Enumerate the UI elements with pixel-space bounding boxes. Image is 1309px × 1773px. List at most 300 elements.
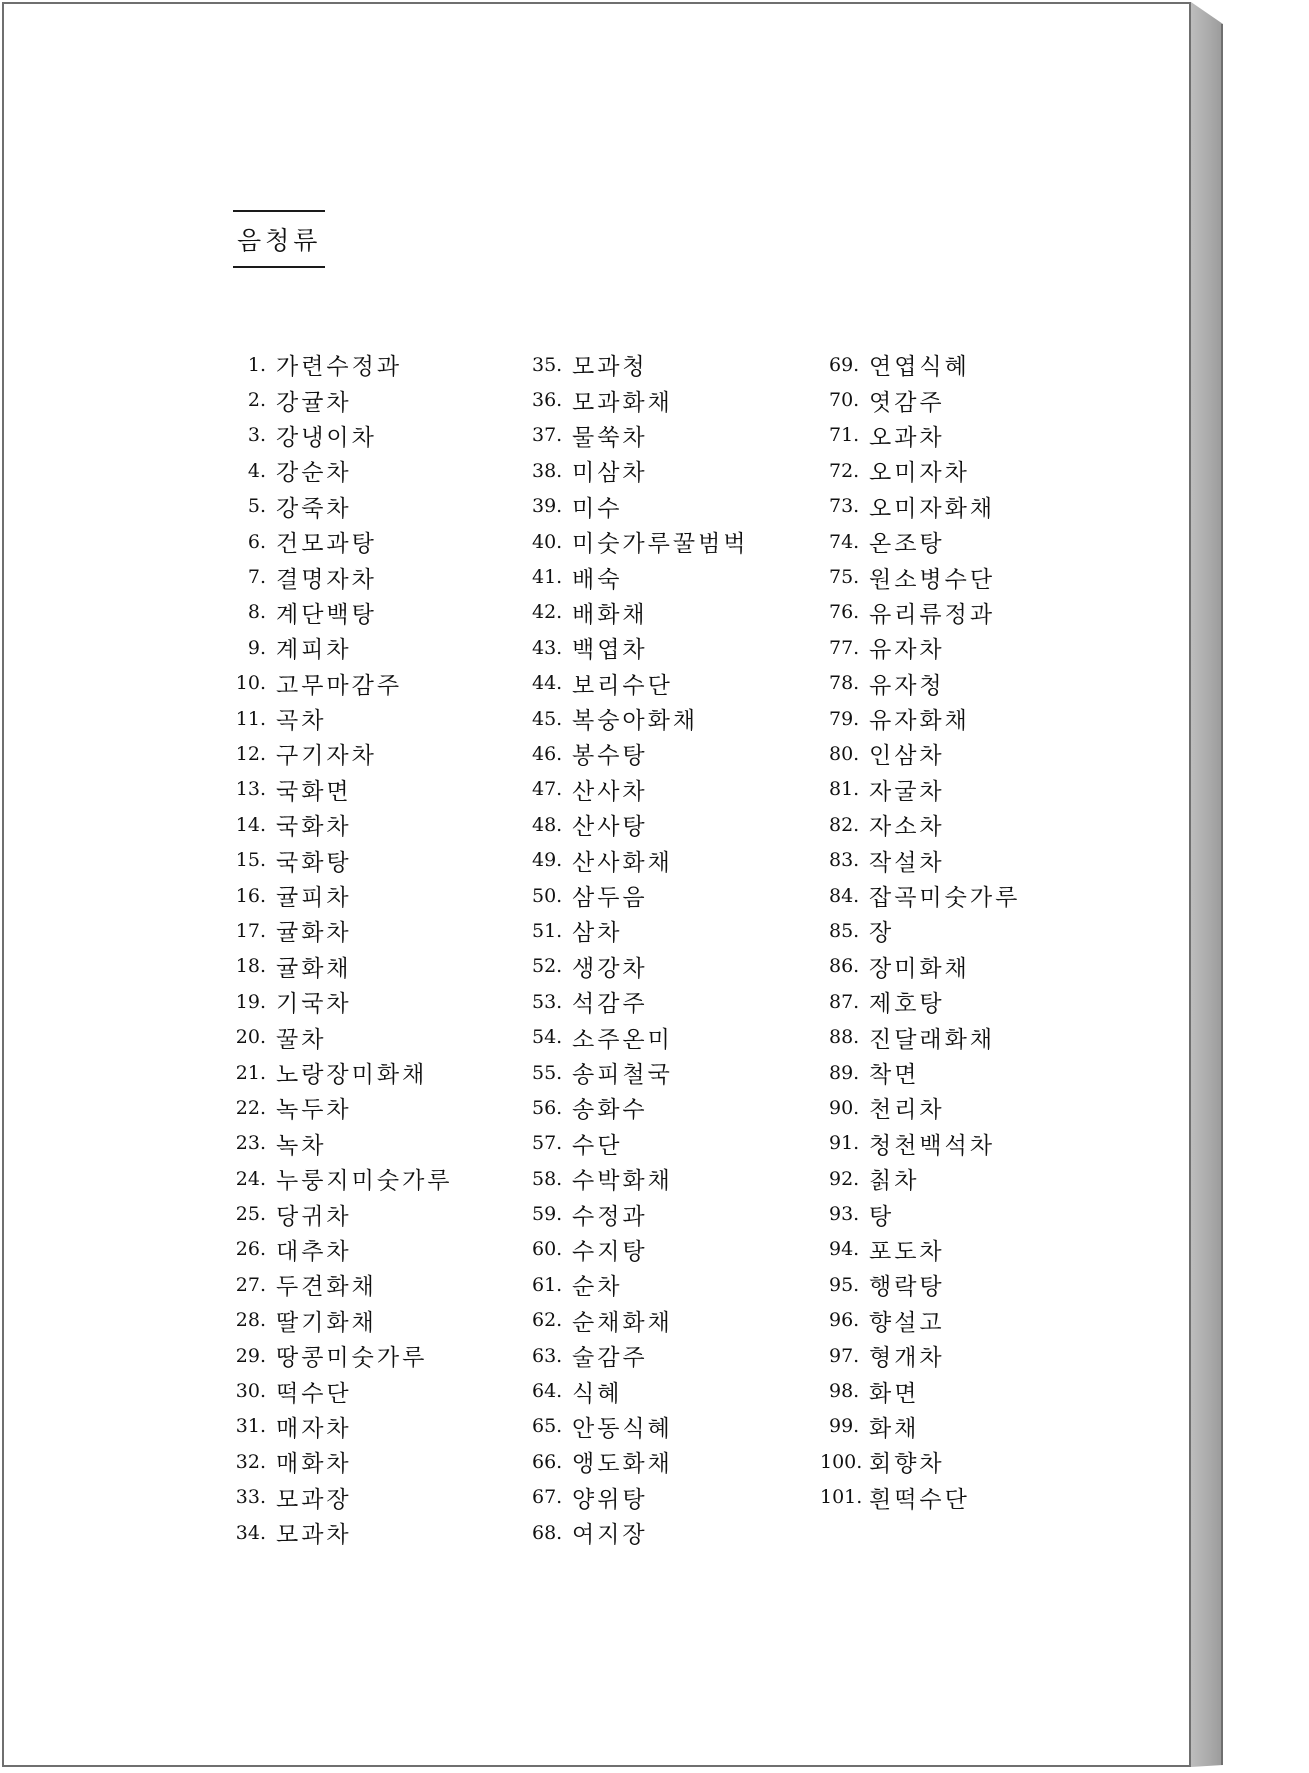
item-number: 79. <box>829 707 860 730</box>
list-item <box>803 842 1020 877</box>
item-number: 47. <box>532 778 563 801</box>
list-item <box>506 736 749 771</box>
list-item <box>210 382 453 417</box>
item-number: 6. <box>247 530 266 553</box>
item-number: 85. <box>829 919 860 942</box>
item-name: 계단백탕 <box>276 601 377 628</box>
item-name: 복숭아화채 <box>572 708 699 735</box>
item-number: 57. <box>532 1132 563 1155</box>
item-name: 건모과탕 <box>276 531 377 558</box>
list-item <box>803 524 1020 559</box>
list-item <box>210 1373 453 1408</box>
item-number: 8. <box>247 601 266 624</box>
list-item <box>506 1267 749 1302</box>
item-name: 잡곡미숫가루 <box>869 885 1021 912</box>
item-number: 35. <box>532 353 563 376</box>
item-number: 56. <box>532 1096 563 1119</box>
list-item <box>210 1267 453 1302</box>
item-number: 100. <box>820 1450 863 1473</box>
list-item <box>210 913 453 948</box>
item-name: 배화채 <box>572 601 648 628</box>
item-number: 76. <box>829 601 860 624</box>
item-name: 귤피차 <box>276 885 352 912</box>
item-number: 34. <box>235 1521 266 1544</box>
item-name: 유자청 <box>869 672 945 699</box>
list-item <box>506 701 749 736</box>
item-number: 64. <box>532 1380 563 1403</box>
item-number: 19. <box>235 990 266 1013</box>
item-name: 유자차 <box>869 637 945 664</box>
list-item <box>506 630 749 665</box>
item-name: 가련수정과 <box>276 354 403 381</box>
item-number: 97. <box>829 1344 860 1367</box>
list-item <box>803 1444 1020 1479</box>
item-name: 강귤차 <box>276 389 352 416</box>
item-number: 49. <box>532 849 563 872</box>
list-item <box>506 1338 749 1373</box>
item-name: 유자화채 <box>869 708 970 735</box>
item-name: 장 <box>869 920 895 947</box>
item-name: 매자차 <box>276 1415 352 1442</box>
list-item <box>506 878 749 913</box>
list-item <box>210 949 453 984</box>
list-item <box>210 1444 453 1479</box>
list-item <box>506 1409 749 1444</box>
item-number: 59. <box>532 1203 563 1226</box>
item-name: 자굴차 <box>869 778 945 805</box>
item-name: 순차 <box>572 1274 623 1301</box>
item-name: 딸기화채 <box>276 1309 377 1336</box>
list-item <box>803 949 1020 984</box>
list-item <box>803 1161 1020 1196</box>
item-number: 46. <box>532 742 563 765</box>
item-name: 제호탕 <box>869 991 945 1018</box>
list-item <box>210 1126 453 1161</box>
item-number: 33. <box>235 1486 266 1509</box>
item-number: 96. <box>829 1309 860 1332</box>
item-name: 안동식혜 <box>572 1415 673 1442</box>
item-number: 99. <box>829 1415 860 1438</box>
list-item <box>803 382 1020 417</box>
list-item <box>506 489 749 524</box>
item-number: 42. <box>532 601 563 624</box>
item-name: 행락탕 <box>869 1274 945 1301</box>
list-item <box>803 453 1020 488</box>
item-name: 모과차 <box>276 1522 352 1549</box>
item-number: 44. <box>532 672 563 695</box>
list-item <box>506 595 749 630</box>
item-number: 101. <box>820 1486 863 1509</box>
item-number: 30. <box>235 1380 266 1403</box>
item-name: 산사화채 <box>572 849 673 876</box>
item-number: 28. <box>235 1309 266 1332</box>
item-name: 수정과 <box>572 1203 648 1230</box>
list-item <box>506 1090 749 1125</box>
list-column-2 <box>506 347 749 1550</box>
item-number: 84. <box>829 884 860 907</box>
item-name: 순채화채 <box>572 1309 673 1336</box>
item-number: 88. <box>829 1026 860 1049</box>
list-item <box>803 666 1020 701</box>
item-number: 90. <box>829 1096 860 1119</box>
list-item <box>506 772 749 807</box>
item-name: 떡수단 <box>276 1380 352 1407</box>
list-item <box>803 1480 1020 1515</box>
list-item <box>210 842 453 877</box>
item-name: 기국차 <box>276 991 352 1018</box>
list-item <box>210 666 453 701</box>
item-name: 유리류정과 <box>869 601 996 628</box>
item-name: 자소차 <box>869 814 945 841</box>
item-name: 땅콩미숫가루 <box>276 1345 428 1372</box>
list-item <box>803 595 1020 630</box>
item-number: 40. <box>532 530 563 553</box>
list-item <box>210 1409 453 1444</box>
list-item <box>210 1232 453 1267</box>
item-number: 14. <box>235 813 266 836</box>
list-item <box>210 772 453 807</box>
item-number: 74. <box>829 530 860 553</box>
list-item <box>803 913 1020 948</box>
item-number: 83. <box>829 849 860 872</box>
item-number: 37. <box>532 424 563 447</box>
item-name: 귤화차 <box>276 920 352 947</box>
item-name: 장미화채 <box>869 955 970 982</box>
list-item <box>506 1196 749 1231</box>
list-item <box>210 1090 453 1125</box>
list-item <box>506 347 749 382</box>
item-number: 73. <box>829 495 860 518</box>
list-item <box>210 878 453 913</box>
item-name: 엿감주 <box>869 389 945 416</box>
item-name: 결명자차 <box>276 566 377 593</box>
item-number: 95. <box>829 1273 860 1296</box>
item-number: 75. <box>829 566 860 589</box>
item-number: 29. <box>235 1344 266 1367</box>
item-number: 32. <box>235 1450 266 1473</box>
list-item <box>506 984 749 1019</box>
list-item <box>210 1019 453 1054</box>
page-thickness-edge <box>1191 2 1223 1767</box>
item-name: 송피철국 <box>572 1062 673 1088</box>
list-item <box>210 418 453 453</box>
item-name: 수지탕 <box>572 1238 648 1265</box>
item-name: 술감주 <box>572 1345 648 1372</box>
item-name: 소주온미 <box>572 1026 673 1053</box>
item-name: 원소병수단 <box>869 566 996 593</box>
list-item <box>506 453 749 488</box>
item-number: 71. <box>829 424 860 447</box>
item-number: 45. <box>532 707 563 730</box>
item-name: 회향차 <box>869 1451 945 1478</box>
list-item <box>210 524 453 559</box>
list-item <box>210 701 453 736</box>
list-item <box>506 1480 749 1515</box>
item-number: 11. <box>235 707 266 730</box>
item-name: 모과장 <box>276 1486 352 1513</box>
list-item <box>803 701 1020 736</box>
item-name: 국화면 <box>276 778 352 805</box>
item-name: 계피차 <box>276 637 352 664</box>
item-number: 12. <box>235 742 266 765</box>
list-item <box>803 1409 1020 1444</box>
list-item <box>803 878 1020 913</box>
list-item <box>803 630 1020 665</box>
list-item <box>210 1196 453 1231</box>
item-name: 생강차 <box>572 955 648 982</box>
item-name: 앵도화채 <box>572 1451 673 1478</box>
item-number: 89. <box>829 1061 860 1084</box>
item-number: 38. <box>532 459 563 482</box>
item-number: 51. <box>532 919 563 942</box>
list-item <box>210 984 453 1019</box>
list-item <box>210 595 453 630</box>
item-name: 석감주 <box>572 991 648 1018</box>
item-number: 93. <box>829 1203 860 1226</box>
item-number: 58. <box>532 1167 563 1190</box>
list-item <box>803 772 1020 807</box>
item-number: 2. <box>247 389 266 412</box>
item-name: 대추차 <box>276 1238 352 1265</box>
list-item <box>803 1090 1020 1125</box>
list-item <box>210 1055 453 1090</box>
item-number: 70. <box>829 389 860 412</box>
page-edge-line <box>1221 24 1223 1765</box>
item-name: 강순차 <box>276 460 352 487</box>
item-name: 산사차 <box>572 778 648 805</box>
list-item <box>210 1303 453 1338</box>
list-item <box>506 1303 749 1338</box>
item-name: 여지장 <box>572 1522 648 1549</box>
item-number: 41. <box>532 566 563 589</box>
section-title: 음청류 <box>233 210 325 268</box>
list-item <box>506 666 749 701</box>
item-name: 모과청 <box>572 354 648 381</box>
item-name: 삼두음 <box>572 885 648 912</box>
list-item <box>210 347 453 382</box>
item-name: 당귀차 <box>276 1203 352 1230</box>
item-name: 삼차 <box>572 920 623 947</box>
list-item <box>803 1232 1020 1267</box>
item-name: 배숙 <box>572 566 623 593</box>
item-name: 미수 <box>572 495 623 522</box>
item-number: 81. <box>829 778 860 801</box>
item-number: 24. <box>235 1167 266 1190</box>
item-number: 3. <box>247 424 266 447</box>
item-number: 22. <box>235 1096 266 1119</box>
item-name: 화채 <box>869 1415 920 1442</box>
item-number: 7. <box>247 566 266 589</box>
item-name: 칡차 <box>869 1168 920 1195</box>
list-item <box>506 382 749 417</box>
item-number: 15. <box>235 849 266 872</box>
item-name: 고무마감주 <box>276 672 403 699</box>
item-name: 착면 <box>869 1062 920 1088</box>
item-number: 62. <box>532 1309 563 1332</box>
item-name: 탕 <box>869 1203 895 1230</box>
item-number: 87. <box>829 990 860 1013</box>
item-number: 10. <box>235 672 266 695</box>
item-name: 곡차 <box>276 708 327 735</box>
item-number: 48. <box>532 813 563 836</box>
list-item <box>210 630 453 665</box>
list-item <box>506 1161 749 1196</box>
item-name: 강죽차 <box>276 495 352 522</box>
item-number: 18. <box>235 955 266 978</box>
list-item <box>210 453 453 488</box>
item-number: 52. <box>532 955 563 978</box>
item-number: 5. <box>247 495 266 518</box>
list-item <box>210 1338 453 1373</box>
list-item <box>506 1444 749 1479</box>
list-item <box>210 559 453 594</box>
list-item <box>803 1267 1020 1302</box>
item-name: 연엽식혜 <box>869 354 970 381</box>
list-item <box>803 559 1020 594</box>
item-number: 31. <box>235 1415 266 1438</box>
item-number: 21. <box>235 1061 266 1084</box>
item-name: 국화차 <box>276 814 352 841</box>
item-number: 1. <box>247 353 266 376</box>
item-number: 60. <box>532 1238 563 1261</box>
item-number: 68. <box>532 1521 563 1544</box>
item-name: 국화탕 <box>276 849 352 876</box>
item-name: 흰떡수단 <box>869 1486 970 1513</box>
item-name: 수박화채 <box>572 1168 673 1195</box>
list-item <box>803 1055 1020 1090</box>
list-item <box>506 1373 749 1408</box>
list-item <box>506 1019 749 1054</box>
item-name: 물쑥차 <box>572 424 648 451</box>
item-name: 향설고 <box>869 1309 945 1336</box>
list-item <box>506 1126 749 1161</box>
list-item <box>803 736 1020 771</box>
list-item <box>506 524 749 559</box>
item-number: 16. <box>235 884 266 907</box>
item-name: 천리차 <box>869 1097 945 1124</box>
item-name: 모과화채 <box>572 389 673 416</box>
list-item <box>803 1019 1020 1054</box>
list-item <box>803 347 1020 382</box>
item-name: 오미자차 <box>869 460 970 487</box>
item-name: 백엽차 <box>572 637 648 664</box>
list-item <box>210 1515 453 1550</box>
list-item <box>210 1161 453 1196</box>
item-name: 매화차 <box>276 1451 352 1478</box>
item-number: 4. <box>247 459 266 482</box>
item-number: 9. <box>247 636 266 659</box>
item-name: 식혜 <box>572 1380 623 1407</box>
item-number: 82. <box>829 813 860 836</box>
item-number: 54. <box>532 1026 563 1049</box>
item-number: 92. <box>829 1167 860 1190</box>
item-name: 강냉이차 <box>276 424 377 451</box>
item-number: 80. <box>829 742 860 765</box>
item-number: 20. <box>235 1026 266 1049</box>
list-item <box>803 1126 1020 1161</box>
item-number: 91. <box>829 1132 860 1155</box>
item-name: 미삼차 <box>572 460 648 487</box>
item-name: 보리수단 <box>572 672 673 699</box>
list-item <box>506 418 749 453</box>
list-item <box>506 842 749 877</box>
list-item <box>506 949 749 984</box>
item-number: 77. <box>829 636 860 659</box>
item-number: 55. <box>532 1061 563 1084</box>
item-name: 오과차 <box>869 424 945 451</box>
item-name: 누룽지미숫가루 <box>276 1168 453 1195</box>
list-column-3 <box>803 347 1020 1515</box>
list-item <box>803 984 1020 1019</box>
list-item <box>506 1232 749 1267</box>
item-number: 27. <box>235 1273 266 1296</box>
item-number: 86. <box>829 955 860 978</box>
item-name: 두견화채 <box>276 1274 377 1301</box>
item-number: 78. <box>829 672 860 695</box>
list-column-1 <box>210 347 453 1550</box>
item-name: 진달래화채 <box>869 1026 996 1053</box>
item-number: 13. <box>235 778 266 801</box>
item-number: 98. <box>829 1380 860 1403</box>
item-number: 36. <box>532 389 563 412</box>
list-item <box>506 913 749 948</box>
item-name: 봉수탕 <box>572 743 648 770</box>
item-number: 53. <box>532 990 563 1013</box>
item-name: 귤화채 <box>276 955 352 982</box>
item-name: 청천백석차 <box>869 1132 996 1159</box>
item-number: 69. <box>829 353 860 376</box>
item-number: 23. <box>235 1132 266 1155</box>
item-number: 25. <box>235 1203 266 1226</box>
item-name: 온조탕 <box>869 531 945 558</box>
item-number: 26. <box>235 1238 266 1261</box>
list-item <box>803 1196 1020 1231</box>
list-item <box>803 1303 1020 1338</box>
list-item <box>803 1373 1020 1408</box>
item-number: 61. <box>532 1273 563 1296</box>
item-name: 산사탕 <box>572 814 648 841</box>
item-number: 67. <box>532 1486 563 1509</box>
item-name: 수단 <box>572 1132 623 1159</box>
list-item <box>803 489 1020 524</box>
item-name: 양위탕 <box>572 1486 648 1513</box>
item-name: 화면 <box>869 1380 920 1407</box>
item-number: 72. <box>829 459 860 482</box>
item-name: 꿀차 <box>276 1026 327 1053</box>
item-name: 포도차 <box>869 1238 945 1265</box>
item-number: 43. <box>532 636 563 659</box>
item-number: 50. <box>532 884 563 907</box>
item-name: 녹차 <box>276 1132 327 1159</box>
list-item <box>803 807 1020 842</box>
list-item <box>803 418 1020 453</box>
item-number: 66. <box>532 1450 563 1473</box>
item-number: 39. <box>532 495 563 518</box>
item-name: 작설차 <box>869 849 945 876</box>
list-item <box>210 489 453 524</box>
item-name: 오미자화채 <box>869 495 996 522</box>
list-item <box>803 1338 1020 1373</box>
item-name: 형개차 <box>869 1345 945 1372</box>
list-item <box>506 1055 749 1090</box>
item-name: 미숫가루꿀범벅 <box>572 531 749 558</box>
item-number: 17. <box>235 919 266 942</box>
item-number: 94. <box>829 1238 860 1261</box>
list-item <box>506 1515 749 1550</box>
item-name: 녹두차 <box>276 1097 352 1124</box>
list-item <box>210 1480 453 1515</box>
list-item <box>210 807 453 842</box>
